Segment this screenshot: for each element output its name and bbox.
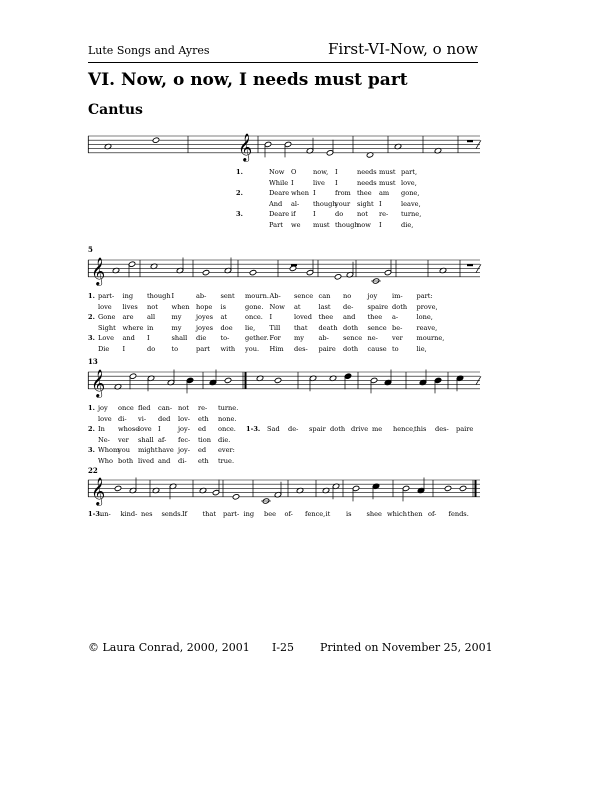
lyric-syllable: mourne, (416, 334, 445, 343)
lyric-syllable: Deare (269, 189, 290, 198)
lyric-syllable: af- (158, 435, 167, 444)
lyric-syllable: fled (138, 404, 151, 412)
lyric-syllable: I (158, 425, 161, 434)
lyric-syllable: none. (218, 414, 237, 423)
lyric-syllable: Gone (98, 313, 116, 322)
lyric-syllable: Whom (98, 446, 120, 455)
lyric-syllable: de- (343, 302, 354, 311)
lyric-syllable: all (147, 313, 156, 322)
lyric-syllable: ed (198, 425, 207, 434)
lyric-syllable: I (379, 221, 382, 229)
rest-icon (291, 264, 297, 266)
rest-icon (467, 140, 473, 142)
lyric-syllable: I (379, 199, 382, 208)
lyric-syllable: cause (367, 345, 387, 353)
lyric-syllable: and (158, 457, 171, 465)
lyric-syllable: di- (178, 457, 187, 465)
lyric-syllable: once (118, 404, 134, 412)
lyric-syllable: gone, (401, 189, 420, 198)
lyric-syllable: live (313, 178, 325, 187)
lyric-syllable: to (171, 345, 179, 353)
lyric-syllable: In (98, 425, 105, 434)
lyric-syllable: a- (392, 313, 399, 322)
measure-number-13: 13 (88, 357, 98, 366)
lyric-syllable: spair (309, 425, 326, 434)
lyric-syllable: I (335, 168, 338, 176)
song-title: VI. Now, o now, I needs must part (88, 70, 408, 90)
lyric-syllable: die, (401, 221, 414, 229)
lyric-syllable: vi- (138, 414, 147, 423)
lyric-syllable: lives (122, 302, 138, 311)
lyric-syllable: needs (357, 168, 377, 176)
music-system-3 (88, 364, 480, 464)
lyric-syllable: we (291, 221, 301, 229)
note-head (402, 485, 410, 491)
lyric-syllable: I (171, 292, 175, 300)
verse-number: 2. (236, 189, 243, 198)
lyric-syllable: must (379, 178, 396, 187)
lyric-syllable: not (147, 302, 158, 311)
lyric-syllable: shall (171, 334, 188, 343)
lyric-syllable: loved (294, 313, 312, 322)
lyric-syllable: in (147, 323, 154, 332)
treble-clef-icon: 𝄞 (91, 256, 106, 285)
lyric-syllable: ever: (218, 446, 235, 455)
lyric-syllable: di- (118, 414, 127, 423)
lyric-syllable: me (372, 425, 383, 434)
lyric-syllable: I (147, 334, 150, 343)
lyric-syllable: thee (367, 313, 383, 322)
footer-copyright: © Laura Conrad, 2000, 2001 (88, 641, 250, 654)
note-head (114, 485, 122, 491)
running-header-right: First-VI-Now, o now (328, 40, 478, 58)
note-head (334, 274, 342, 280)
lyric-syllable: Now (269, 302, 285, 311)
treble-clef-icon: 𝄞 (91, 368, 106, 397)
lyric-syllable: once. (218, 425, 236, 434)
verse-number: 1-3. (88, 510, 103, 518)
treble-clef-icon: 𝄞 (238, 132, 253, 161)
lyric-syllable: ded (158, 414, 171, 423)
lyric-syllable: paire (456, 425, 474, 434)
lyric-syllable: re- (379, 210, 389, 219)
lyric-syllable: Sight (98, 323, 116, 332)
lyric-syllable: at (220, 313, 228, 322)
music-system-4 (88, 472, 480, 532)
lyric-syllable: with (220, 345, 236, 353)
lyric-syllable: gether. (245, 334, 269, 343)
note-head (344, 373, 352, 379)
lyric-syllable: though (335, 221, 359, 229)
lyric-syllable: im- (392, 292, 403, 300)
lyric-syllable: turne. (218, 404, 239, 412)
note-head (212, 489, 220, 495)
lyric-syllable: eth (198, 457, 209, 465)
lyric-syllable: whose (118, 425, 140, 434)
lyric-syllable: Deare (269, 210, 290, 219)
note-head (306, 269, 314, 275)
lyric-syllable: die (196, 334, 207, 343)
lyric-syllable: which (387, 510, 407, 518)
staff (88, 364, 480, 404)
lyric-syllable: sends. (161, 510, 183, 518)
lyric-syllable: though (313, 199, 337, 208)
note-head (249, 269, 257, 275)
lyric-syllable: doth (343, 345, 359, 353)
lyric-syllable: part- (223, 510, 240, 518)
lyric-syllable: now (357, 221, 371, 229)
note-head (129, 373, 137, 379)
treble-clef-icon: 𝄞 (91, 476, 106, 505)
lyric-syllable: it (325, 510, 331, 518)
lyric-syllable: I (269, 313, 273, 322)
lyric-syllable: I (335, 178, 338, 187)
lyric-syllable: tion (198, 435, 211, 444)
lyric-syllable: my (171, 323, 182, 332)
verse-number: 2. (88, 425, 95, 434)
measure-number-22: 22 (88, 466, 98, 475)
lyric-syllable: true. (218, 457, 235, 465)
lyric-syllable: doe (220, 323, 233, 332)
note-head (264, 141, 272, 147)
verse-number: 2. (88, 313, 95, 322)
lyric-syllable: sent (220, 292, 235, 300)
lyric-syllable: part, (401, 168, 418, 176)
lyric-syllable: re- (198, 404, 208, 412)
lyric-syllable: part: (416, 292, 433, 300)
lyric-syllable: from (335, 189, 351, 198)
lyric-syllable: can (318, 292, 331, 300)
verse-number: 3. (88, 446, 95, 455)
lyric-syllable: death (318, 323, 338, 332)
verse-number: 1. (236, 168, 243, 176)
footer-printed-date: Printed on November 25, 2001 (320, 641, 493, 654)
verse-number: 3. (88, 334, 95, 343)
lyric-syllable: I (313, 210, 316, 219)
lyric-syllable: do (335, 210, 344, 219)
lyric-syllable: I (122, 345, 126, 353)
lyric-syllable: sence (343, 334, 363, 343)
lyric-syllable: I (291, 178, 294, 187)
lyric-syllable: sight (357, 199, 374, 208)
lyric-syllable: 1-3. (246, 425, 261, 434)
lyric-syllable: For (269, 334, 281, 343)
lyric-syllable: Who (98, 457, 113, 465)
lyric-syllable: ing (243, 510, 255, 518)
lyric-syllable: Till (269, 323, 281, 332)
note-head (202, 269, 210, 275)
music-system-2 (88, 252, 480, 352)
lyric-syllable: If (182, 510, 188, 518)
lyric-syllable: that (202, 510, 216, 518)
lyric-syllable: when (171, 302, 190, 311)
note-head (128, 261, 136, 267)
lyric-syllable: is (346, 510, 352, 518)
lyric-syllable: last (318, 302, 331, 311)
lyric-syllable: you (118, 446, 130, 455)
lyric-syllable: eth (198, 414, 209, 423)
lyric-syllable: O (291, 168, 297, 176)
lyric-syllable: are (122, 313, 134, 322)
lyric-syllable: hope (196, 302, 213, 311)
lyric-syllable: prove, (416, 302, 438, 311)
lyric-syllable: your (335, 199, 351, 208)
lyric-syllable: un- (100, 510, 111, 518)
lyric-syllable: Ne- (98, 435, 110, 444)
lyric-syllable: Love (98, 334, 114, 343)
lyric-syllable: kind- (120, 510, 138, 518)
lyric-syllable: be- (392, 323, 403, 332)
lyric-syllable: part (196, 345, 210, 353)
rest-icon (467, 264, 473, 266)
lyric-syllable: ver (392, 334, 403, 343)
lyric-syllable: doth (343, 323, 359, 332)
lyric-syllable: joyes (196, 323, 214, 332)
lyric-syllable: doth (392, 302, 408, 311)
lyric-syllable: then (407, 510, 423, 518)
lyric-syllable: have (158, 446, 174, 455)
lyric-syllable: my (171, 313, 182, 322)
lyric-syllable: and (122, 334, 135, 343)
lyric-syllable: leave, (401, 199, 421, 208)
lyric-syllable: my (294, 334, 304, 343)
lyric-syllable: must (379, 168, 396, 176)
lyric-syllable: And (269, 199, 283, 208)
lyric-syllable: though (147, 292, 171, 300)
lyric-syllable: once. (245, 313, 263, 322)
note-head (352, 485, 360, 491)
lyric-syllable: where (122, 323, 144, 332)
note-head (326, 150, 334, 156)
lyric-syllable: al- (291, 199, 300, 208)
lyric-syllable: at (294, 302, 301, 311)
lyric-syllable: Him (269, 345, 284, 353)
lyric-syllable: Die (98, 345, 110, 353)
staff (88, 128, 480, 168)
lyric-syllable: you. (245, 345, 260, 353)
lyric-syllable: doth (330, 425, 346, 434)
lyric-syllable: des- (435, 425, 449, 434)
lyric-syllable: paire (318, 345, 336, 353)
lyric-syllable: of- (428, 510, 437, 518)
lyric-syllable: spaire (367, 302, 389, 311)
lyric-syllable: this (414, 425, 427, 434)
note-head (284, 141, 292, 147)
lyric-syllable: ab- (196, 292, 207, 300)
lyric-syllable: lie, (245, 323, 256, 332)
lyric-syllable: ing (122, 292, 134, 300)
lyric-syllable: is (220, 302, 226, 311)
lyric-syllable: sence (294, 292, 314, 300)
lyric-syllable: needs (357, 178, 377, 187)
lyric-syllable: lone, (416, 313, 433, 322)
lyric-syllable: gone. (245, 302, 264, 311)
note-head (224, 377, 232, 383)
lyric-syllable: thee (357, 189, 372, 198)
lyric-syllable: love (98, 414, 112, 423)
lyric-syllable: joy (367, 292, 378, 300)
lyric-syllable: Ab- (269, 292, 281, 300)
lyric-syllable: hence, (393, 425, 416, 434)
footer-page-number: I-25 (272, 641, 295, 654)
verse-number: 3. (236, 210, 243, 219)
note-head (186, 377, 194, 383)
lyric-syllable: both (118, 457, 134, 465)
verse-number: 1. (88, 292, 95, 300)
lyric-syllable: lived (138, 457, 155, 465)
lyric-syllable: reave, (416, 323, 438, 332)
staff (88, 252, 480, 292)
lyric-syllable: lov- (178, 414, 191, 423)
lyric-syllable: part- (98, 292, 115, 300)
lyric-syllable: might (138, 446, 158, 455)
lyric-syllable: bee (264, 510, 277, 518)
lyric-syllable: fec- (178, 435, 191, 444)
note-head (370, 377, 378, 383)
lyric-syllable: now, (313, 168, 329, 176)
lyric-syllable: ab- (318, 334, 329, 343)
lyric-syllable: not (178, 404, 189, 412)
lyric-syllable: de- (288, 425, 299, 434)
lyric-syllable: am (379, 189, 390, 198)
note-head (384, 269, 392, 275)
lyric-syllable: nes (141, 510, 153, 518)
lyric-syllable: I (313, 189, 316, 198)
lyric-syllable: fends. (448, 510, 469, 518)
verse-number: 1. (88, 404, 95, 412)
measure-number-5: 5 (88, 245, 93, 254)
lyric-syllable: love, (401, 178, 417, 187)
running-header-left: Lute Songs and Ayres (88, 44, 210, 57)
lyric-syllable: ver (118, 435, 129, 444)
lyric-syllable: thee (318, 313, 334, 322)
lyric-syllable: While (269, 178, 289, 187)
lyric-syllable: to- (220, 334, 230, 343)
staff (88, 472, 480, 512)
note-head (459, 485, 467, 491)
lyric-syllable: not (357, 210, 368, 219)
lyric-syllable: Now (269, 168, 285, 176)
note-head (232, 494, 240, 500)
lyric-syllable: that (294, 323, 308, 332)
note-head (152, 137, 160, 143)
lyric-syllable: to (392, 345, 399, 353)
lyric-syllable: joyes (196, 313, 214, 322)
header-rule (88, 62, 478, 63)
lyric-syllable: mourn. (245, 292, 269, 300)
note-head (434, 377, 442, 383)
note-head (444, 485, 452, 491)
lyric-syllable: love (138, 425, 152, 434)
lyric-syllable: Part (269, 221, 283, 229)
lyric-syllable: drive (351, 425, 369, 434)
lyric-syllable: ne- (367, 334, 378, 343)
lyric-syllable: no (343, 292, 352, 300)
lyric-syllable: of- (284, 510, 293, 518)
lyric-syllable: joy- (178, 425, 190, 434)
lyric-syllable: Sad (267, 425, 280, 434)
lyric-syllable: sence (367, 323, 387, 332)
lyric-syllable: can- (158, 404, 173, 412)
lyric-syllable: ed (198, 446, 207, 455)
lyric-syllable: love (98, 302, 112, 311)
voice-part-label: Cantus (88, 102, 143, 118)
lyric-syllable: des- (294, 345, 308, 353)
lyric-syllable: fence, (305, 510, 326, 518)
lyric-syllable: lie, (416, 345, 427, 353)
lyric-syllable: shee (366, 510, 382, 518)
lyric-syllable: if (291, 210, 296, 219)
lyric-syllable: turne, (401, 210, 422, 219)
lyric-syllable: joy- (178, 446, 190, 455)
note-head (274, 377, 282, 383)
lyric-syllable: joy (98, 404, 108, 412)
lyric-syllable: when (291, 189, 310, 198)
music-system-1 (88, 128, 480, 228)
lyric-syllable: shall (138, 435, 154, 444)
lyric-syllable: and (343, 313, 356, 322)
lyric-syllable: do (147, 345, 156, 353)
lyric-syllable: die. (218, 435, 231, 444)
lyric-syllable: must (313, 221, 330, 229)
